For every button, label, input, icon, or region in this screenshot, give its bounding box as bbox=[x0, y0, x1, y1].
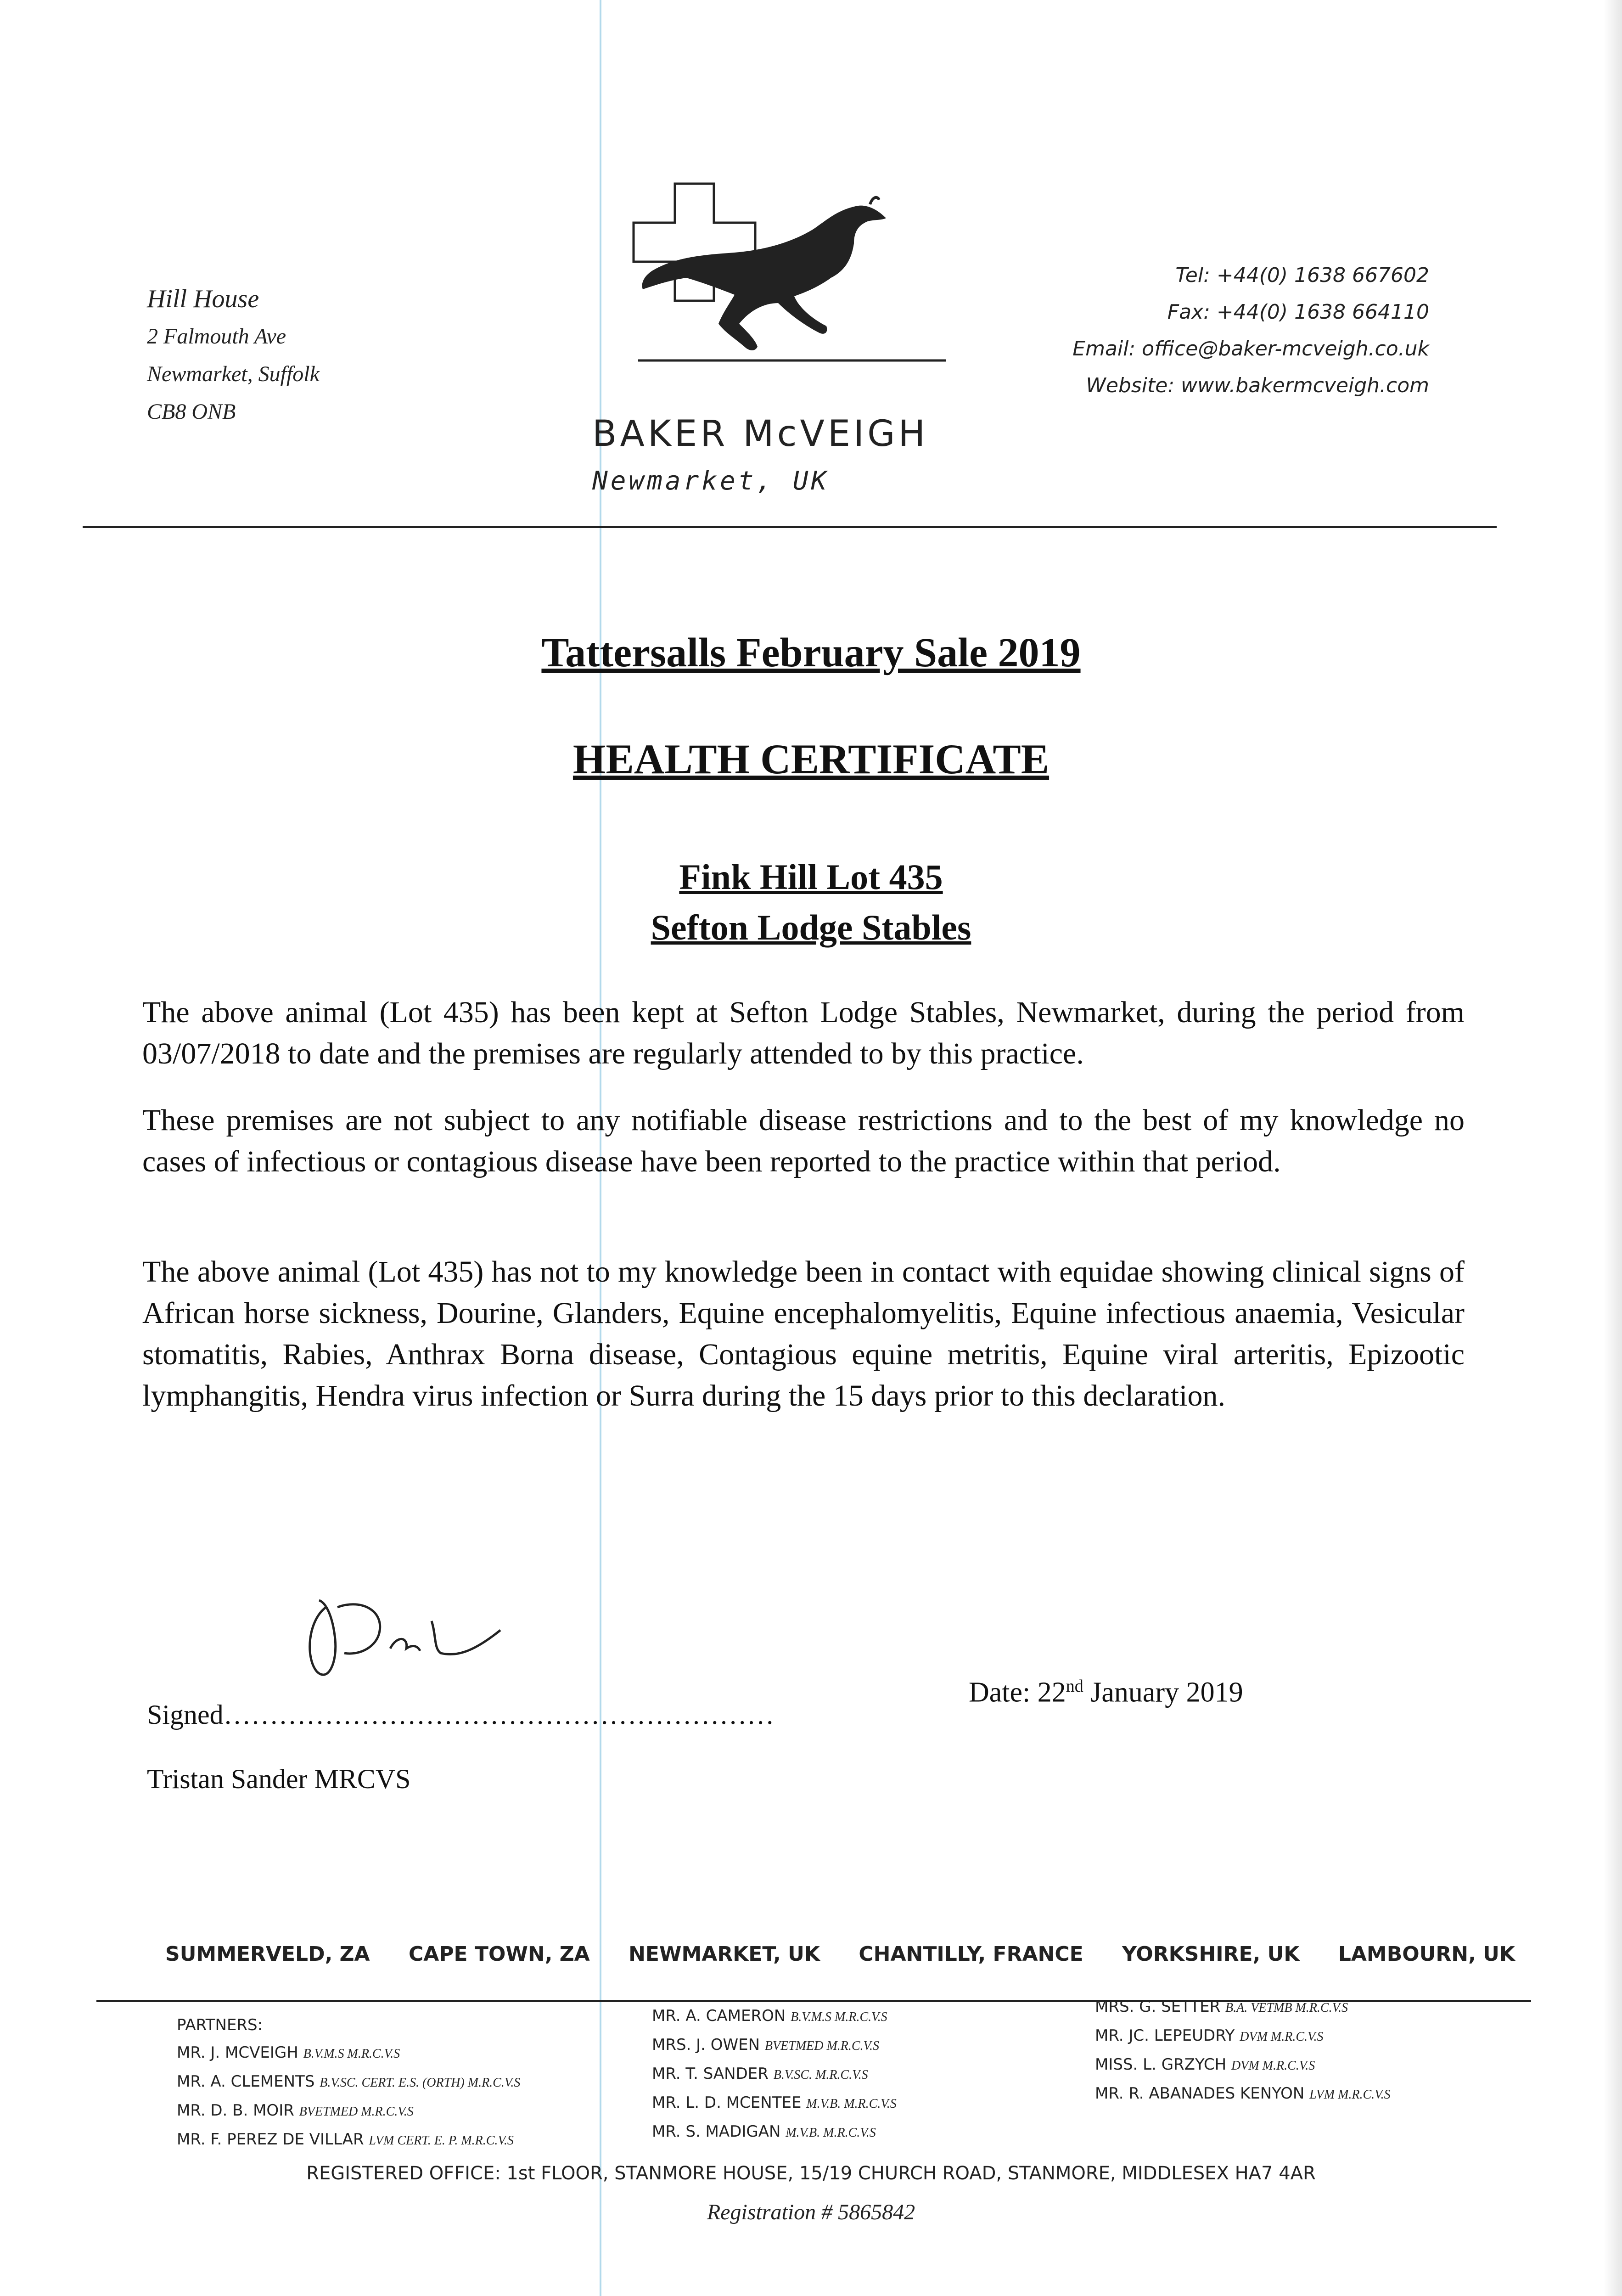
partner-entry bbox=[652, 2118, 897, 2147]
brand-location: Newmarket, UK bbox=[592, 466, 830, 496]
partner-entry bbox=[177, 2097, 520, 2126]
office-locations bbox=[165, 1942, 1515, 1966]
registered-office: REGISTERED OFFICE: 1st FLOOR, STANMORE HOUSE, 15/19 CHURCH ROAD, STANMORE, MIDDLESEX HA7 4AR bbox=[306, 2163, 1316, 2184]
partner-entry bbox=[1095, 2080, 1391, 2109]
registration-number: Registration # 5865842 bbox=[707, 2200, 915, 2224]
practice-address bbox=[147, 280, 320, 431]
partner-entry bbox=[1095, 1993, 1391, 2022]
partner-name: MR. A. CAMERON bbox=[652, 2007, 786, 2025]
partner-name: MR. T. SANDER bbox=[652, 2065, 769, 2083]
partners-column-3 bbox=[1095, 1993, 1391, 2109]
partner-name: MR. J. MCVEIGH bbox=[177, 2043, 298, 2062]
office-location: CHANTILLY, FRANCE bbox=[859, 1942, 1083, 1966]
paragraph-contact-declaration: The above animal (Lot 435) has not to my knowledge been in contact with equidae showing clinical signs of African horse sickness, Dourine, Glanders, Equine encephalomyelitis, Equine infectious anaemia, Vesicular stomatitis, Rabies, Anthrax Borna disease, Contagious equine metritis, Equine viral arteritis, Epizootic lymphangitis, Hendra virus infection or Surra during the 15 days prior to this declaration. bbox=[142, 1255, 1465, 1412]
office-location: SUMMERVELD, ZA bbox=[165, 1942, 370, 1966]
contact-tel: Tel: +44(0) 1638 667602 bbox=[1175, 264, 1429, 287]
stable-title: Sefton Lodge Stables bbox=[651, 907, 971, 947]
office-location: NEWMARKET, UK bbox=[629, 1942, 820, 1966]
partner-entry bbox=[1095, 2051, 1391, 2080]
partner-name: MRS. J. OWEN bbox=[652, 2036, 760, 2054]
brand-name: BAKER McVEIGH bbox=[592, 413, 929, 455]
partner-qualifications: M.V.B. M.R.C.V.S bbox=[806, 2097, 897, 2111]
certificate-title: HEALTH CERTIFICATE bbox=[572, 736, 1050, 782]
contact-fax: Fax: +44(0) 1638 664110 bbox=[1167, 300, 1429, 324]
address-line: Hill House bbox=[147, 285, 259, 313]
partner-qualifications: B.V.M.S M.R.C.V.S bbox=[791, 2010, 887, 2024]
partner-entry bbox=[652, 2002, 897, 2031]
handwritten-signature bbox=[294, 1580, 551, 1699]
header-divider bbox=[83, 526, 1497, 528]
date-ordinal: nd bbox=[1066, 1677, 1083, 1696]
sale-title: Tattersalls February Sale 2019 bbox=[541, 630, 1081, 675]
partner-qualifications: B.V.M.S M.R.C.V.S bbox=[303, 2047, 400, 2061]
partner-name: MR. JC. LEPEUDRY bbox=[1095, 2026, 1235, 2045]
partner-entry bbox=[177, 2126, 520, 2155]
address-line: 2 Falmouth Ave bbox=[147, 324, 286, 349]
partner-qualifications: BVETMED M.R.C.V.S bbox=[764, 2039, 880, 2053]
contact-details bbox=[1072, 257, 1429, 404]
lot-title: Fink Hill Lot 435 bbox=[679, 857, 943, 897]
paragraph-premises: The above animal (Lot 435) has been kept at Sefton Lodge Stables, Newmarket, during the period from 03/07/2018 to date and the premises are regularly attended to by this practice. bbox=[142, 996, 1465, 1070]
partner-qualifications: B.A. VETMB M.R.C.V.S bbox=[1225, 2001, 1348, 2015]
partner-qualifications: DVM M.R.C.V.S bbox=[1231, 2059, 1315, 2073]
partner-qualifications: LVM M.R.C.V.S bbox=[1309, 2088, 1391, 2102]
contact-website: Website: www.bakermcveigh.com bbox=[1086, 374, 1429, 397]
partner-name: MR. S. MADIGAN bbox=[652, 2122, 781, 2141]
signer-name: Tristan Sander MRCVS bbox=[147, 1764, 411, 1794]
partner-entry bbox=[652, 2060, 897, 2089]
certificate-date bbox=[969, 1676, 1243, 1709]
cross-horse-logo bbox=[597, 174, 964, 404]
partner-entry bbox=[177, 2039, 520, 2068]
partner-qualifications: B.V.SC. M.R.C.V.S bbox=[773, 2068, 868, 2082]
partner-entry bbox=[177, 2068, 520, 2097]
date-rest: January 2019 bbox=[1083, 1677, 1243, 1708]
partner-entry bbox=[652, 2089, 897, 2118]
partner-name: MR. R. ABANADES KENYON bbox=[1095, 2084, 1305, 2103]
partners-column-2 bbox=[652, 2002, 897, 2147]
partner-name: MR. A. CLEMENTS bbox=[177, 2072, 315, 2091]
page-edge-shadow bbox=[1604, 0, 1622, 2296]
address-line: Newmarket, Suffolk bbox=[147, 362, 320, 386]
partner-entry bbox=[1095, 2022, 1391, 2051]
partner-entry bbox=[652, 2031, 897, 2060]
office-location: CAPE TOWN, ZA bbox=[408, 1942, 590, 1966]
partner-name: MR. L. D. MCENTEE bbox=[652, 2093, 802, 2112]
partners-heading: PARTNERS: bbox=[177, 2016, 263, 2034]
address-line: CB8 ONB bbox=[147, 400, 236, 424]
office-location: YORKSHIRE, UK bbox=[1122, 1942, 1300, 1966]
partner-qualifications: BVETMED M.R.C.V.S bbox=[299, 2105, 414, 2119]
signed-line: Signed…………………………………………………… bbox=[147, 1699, 775, 1730]
partner-qualifications: LVM CERT. E. P. M.R.C.V.S bbox=[369, 2133, 514, 2148]
partner-qualifications: DVM M.R.C.V.S bbox=[1240, 2030, 1324, 2044]
partner-qualifications: B.V.SC. CERT. E.S. (ORTH) M.R.C.V.S bbox=[320, 2076, 521, 2090]
partner-name: MR. D. B. MOIR bbox=[177, 2101, 294, 2120]
partner-qualifications: M.V.B. M.R.C.V.S bbox=[786, 2126, 876, 2140]
contact-email: Email: office@baker-mcveigh.co.uk bbox=[1072, 337, 1429, 360]
partner-name: MR. F. PEREZ DE VILLAR bbox=[177, 2130, 364, 2149]
partner-name: MISS. L. GRZYCH bbox=[1095, 2055, 1227, 2074]
date-prefix: Date: 22 bbox=[969, 1677, 1066, 1708]
partner-name: MRS. G. SETTER bbox=[1095, 1998, 1221, 2016]
office-location: LAMBOURN, UK bbox=[1338, 1942, 1515, 1966]
partners-column-1 bbox=[177, 2011, 520, 2155]
paragraph-restrictions: These premises are not subject to any notifiable disease restrictions and to the best of my knowledge no cases of infectious or contagious disease have been reported to the practice within that period. bbox=[142, 1103, 1465, 1178]
